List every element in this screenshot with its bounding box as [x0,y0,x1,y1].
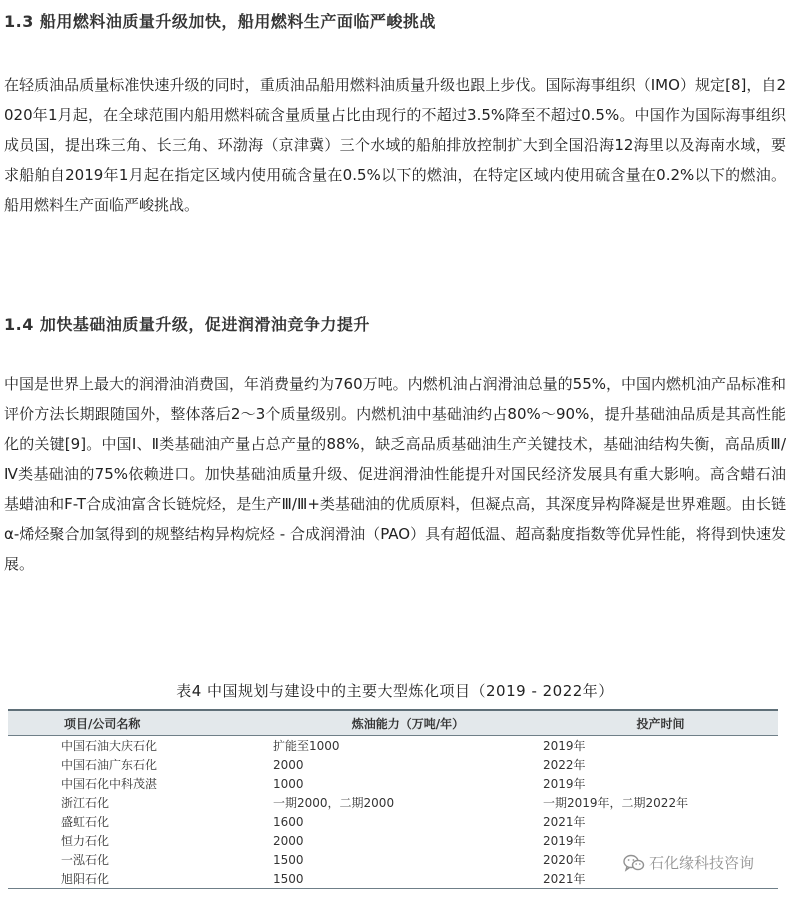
cell-start-date: 2019年 [543,777,586,791]
table-row [8,755,778,774]
cell-capacity: 2000 [273,833,304,848]
table-row [8,774,778,793]
section-1-4-paragraph: 中国是世界上最大的润滑油消费国，年消费量约为760万吨。内燃机油占润滑油总量的55%，中国内燃机油产品标准和评价方法长期跟随国外，整体落后2～3个质量级别。内燃机油中基础油约占80%～90%，提升基础油品质是其高性能化的关键[9]。中国Ⅰ、Ⅱ类基础油产量占总产量的88%，缺乏高品质基础油生产关键技术，基础油结构失衡，高品质Ⅲ/Ⅳ类基础油的75%依赖进口。加快基础油质量升级、促进润滑油性能提升对国民经济发展具有重大影响。高含蜡石油基蜡油和F-T合成油富含长链烷烃，是生产Ⅲ/Ⅲ+类基础油的优质原料，但凝点高，其深度异构降凝是世界难题。由长链α-烯烃聚合加氢得到的规整结构异构烷烃 - 合成润滑油（PAO）具有超低温、超高黏度指数等优异性能，将得到快速发展。 [4,375,786,573]
cell-capacity: 2000 [273,757,304,772]
cell-capacity: 1600 [273,814,304,829]
watermark-text: 石化缘科技咨询 [648,854,754,872]
cell-capacity: 1500 [273,869,543,889]
cell-project: 中国石油大庆石化 [61,739,158,753]
cell-capacity: 扩能至1000 [273,739,340,753]
cell-start-date: 2021年 [543,815,586,829]
cell-start-date: 2019年 [543,834,586,848]
cell-capacity: 一期2000，二期2000 [273,796,395,810]
column-header-capacity: 炼油能力（万吨/年） [273,710,543,736]
cell-project: 恒力石化 [61,834,110,848]
cell-start-date: 一期2019年，二期2022年 [543,796,689,810]
table-caption: 表4 中国规划与建设中的主要大型炼化项目（2019 - 2022年） [176,682,614,700]
section-heading-1-3: 1.3 船用燃料油质量升级加快，船用燃料生产面临严峻挑战 [4,12,436,31]
column-header-project: 项目/公司名称 [8,710,273,736]
watermark [623,852,754,873]
cell-project: 盛虹石化 [61,815,110,829]
section-1-3-paragraph: 在轻质油品质量标准快速升级的同时，重质油品船用燃料油质量升级也跟上步伐。国际海事组织（IMO）规定[8]，自2020年1月起，在全球范围内船用燃料硫含量质量占比由现行的不超过3.5%降至不超过0.5%。中国作为国际海事组织成员国，提出珠三角、长三角、环渤海（京津冀）三个水域的船舶排放控制扩大到全国沿海12海里以及海南水域，要求船舶自2019年1月起在指定区域内使用硫含量在0.5%以下的燃油，在特定区域内使用硫含量在0.2%以下的燃油。船用燃料生产面临严峻挑战。 [4,76,786,214]
column-header-start-date: 投产时间 [543,710,778,736]
cell-capacity: 1500 [273,852,304,867]
table-row [8,793,778,812]
cell-start-date: 2021年 [543,869,778,889]
cell-project: 中国石化中科茂湛 [61,777,158,791]
cell-capacity: 1000 [273,776,304,791]
table-header-row [8,710,778,736]
cell-project: 浙江石化 [61,796,110,810]
wechat-icon [623,854,645,872]
cell-project: 旭阳石化 [8,869,273,889]
table-row [8,831,778,850]
cell-project: 一泓石化 [61,853,110,867]
section-heading-1-4: 1.4 加快基础油质量升级，促进润滑油竞争力提升 [4,315,370,334]
cell-start-date: 2019年 [543,739,586,753]
cell-start-date: 2020年 [543,853,586,867]
table-row [8,812,778,831]
cell-project: 中国石油广东石化 [61,758,158,772]
cell-start-date: 2022年 [543,758,586,772]
table-row [8,736,778,756]
